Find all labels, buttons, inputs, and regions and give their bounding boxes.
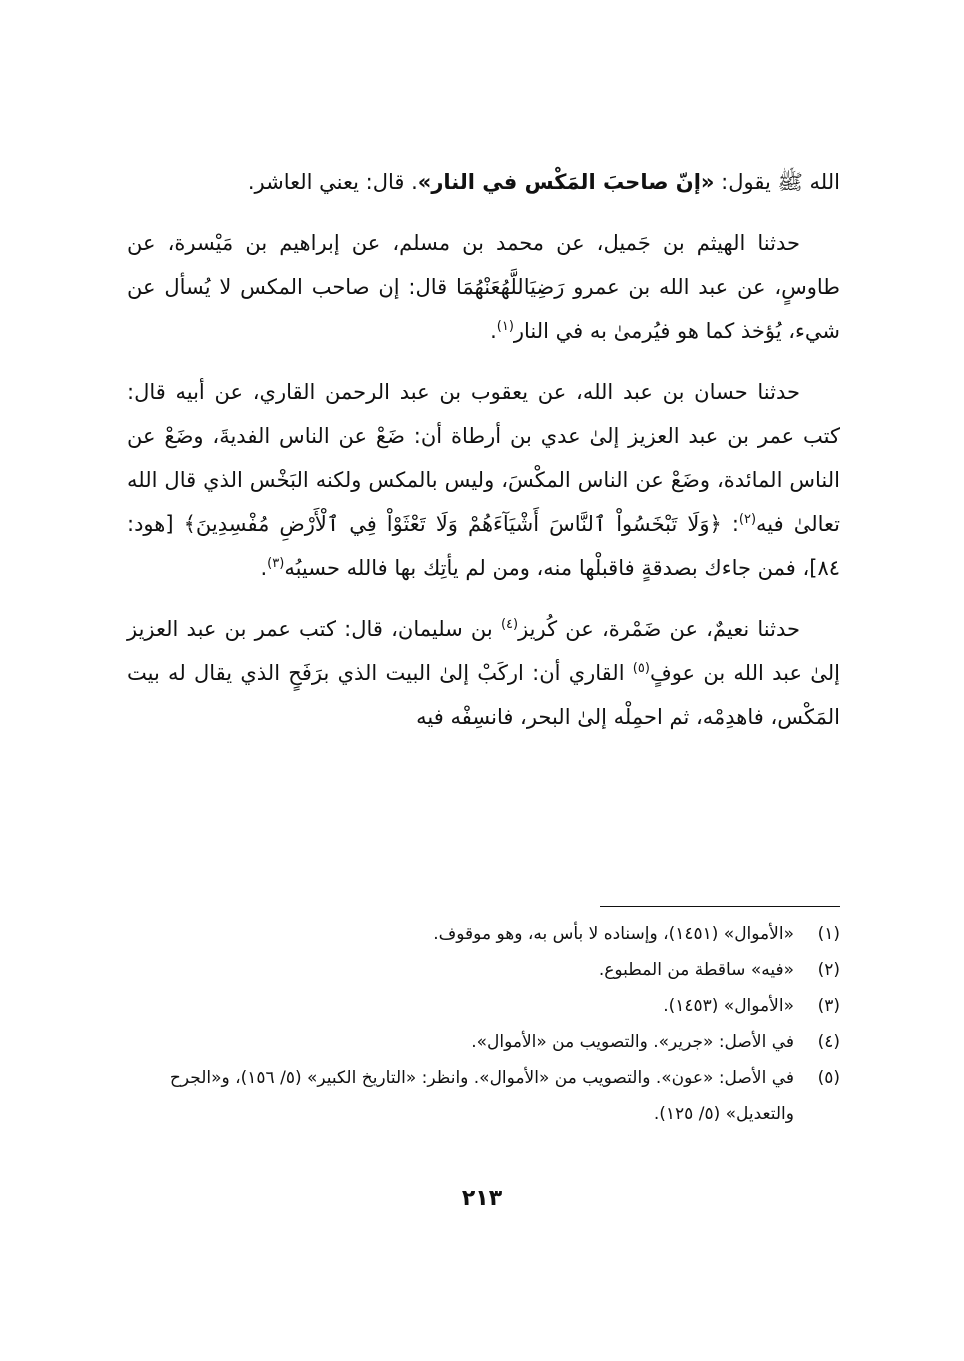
footnote-number: (٥)	[817, 1068, 840, 1088]
paragraph-1-tail: . قال: يعني العاشر.	[247, 170, 418, 194]
footnote-ref-1[interactable]: (١)	[496, 319, 514, 334]
footnote-number: (٢)	[817, 960, 840, 980]
footnote-divider	[600, 906, 840, 907]
footnote-ref-2[interactable]: (٢)	[738, 512, 757, 527]
footnote-text: «الأموال» (١٤٥٣).	[663, 996, 794, 1016]
footnote-item	[127, 1060, 840, 1132]
paragraph-3-text: حدثنا حسان بن عبد الله، عن يعقوب بن عبد الرحمن القاري، عن أبيه قال: كتب عمر بن عبد العزيز إلىٰ عدي بن أرطاة أن: ضَعْ عن الناس الفديةَ، وضَعْ عن الناس المائدة، وضَعْ عن الناس المكْسَ، وليس بالمكس ولكنه البَخْس الذي قال الله تعالىٰ فيه	[127, 380, 840, 536]
footnote-text: في الأصل: «عون». والتصويب من «الأموال». وانظر: «التاريخ الكبير» (٥/ ١٥٦)، و«الجرح والتعديل» (٥/ ١٢٥).	[169, 1068, 794, 1124]
page-number: ٢١٣	[461, 1186, 503, 1211]
hadith-quote: «إنّ صاحبَ المَكْس في النار»	[417, 170, 715, 194]
paragraph-4	[127, 607, 840, 739]
paragraph-4-c: القاري أن: اركَبْ إلىٰ البيت الذي برَفَحٍ الذي يقال له بيت المَكْس، فاهدِمْه، ثم احمِلْه إلىٰ البحر، فانسِفْه فيه	[127, 661, 840, 729]
footnote-text: «فيه» ساقطة من المطبوع.	[598, 960, 794, 980]
footnote-item	[127, 916, 840, 952]
paragraph-2	[127, 221, 840, 353]
paragraph-1	[127, 160, 840, 204]
paragraph-2-end: .	[490, 319, 497, 343]
paragraph-4-b: بن سليمان، قال: كتب عمر بن عبد العزيز إلىٰ عبد الله بن عوفٍ	[127, 617, 840, 685]
footnote-number: (٣)	[817, 996, 840, 1016]
footnotes-list	[127, 916, 840, 1132]
paragraph-2-text: حدثنا الهيثم بن جَميل، عن محمد بن مسلم، عن إبراهيم بن مَيْسرة، عن طاوسٍ، عن عبد الله بن عمرو رَضِيَاللَّهُعَنْهُمَا قال: إن صاحب المكس لا يُسأل عن شيء، يُؤخذ كما هو فيُرمىٰ به في النار	[127, 231, 840, 343]
footnote-number: (٤)	[817, 1032, 840, 1052]
footnote-item	[127, 1024, 840, 1060]
paragraph-4-a: حدثنا نعيمٌ، عن ضَمْرة، عن كُريز	[518, 617, 800, 641]
footnote-text: في الأصل: «جرير». والتصويب من «الأموال».	[471, 1032, 794, 1052]
footnote-number: (١)	[817, 924, 840, 944]
main-text	[127, 160, 840, 756]
footnote-text: «الأموال» (١٤٥١)، وإسناده لا بأس به، وهو موقوف.	[433, 924, 794, 944]
footnote-ref-3[interactable]: (٣)	[267, 556, 285, 571]
paragraph-1-lead: الله ﷺ يقول:	[714, 170, 840, 194]
paragraph-3-quran: : ﴿وَلَا تَبْخَسُواْ ٱلنَّاسَ أَشْيَآءَهُمْ وَلَا تَعْثَوْاْ فِي ٱلْأَرْضِ مُفْسِدِينَ﴾ [هود: ٨٤]، فمن جاءك بصدقةٍ فاقبلْها منه، ومن لم يأتِك بها فالله حسيبُه	[127, 512, 840, 580]
paragraph-3-end: .	[260, 556, 268, 580]
footnote-item	[127, 988, 840, 1024]
footnote-item	[127, 952, 840, 988]
footnote-ref-4[interactable]: (٤)	[500, 617, 519, 632]
footnote-ref-5[interactable]: (٥)	[632, 661, 650, 676]
paragraph-3	[127, 370, 840, 590]
